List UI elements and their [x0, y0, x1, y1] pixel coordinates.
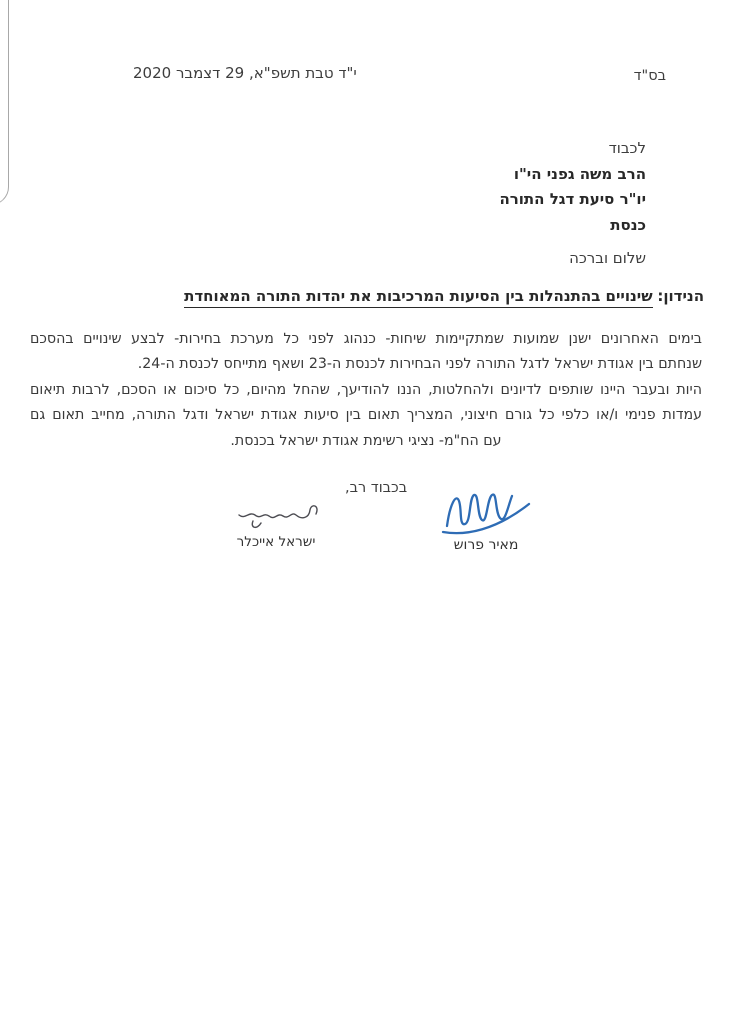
body-line: עמדות פנימי ו/או כלפי כל גורם חיצוני, המצריך תאום בין סיעות אגודת ישראל ודגל התורה, מחייב תאום גם	[30, 407, 702, 424]
subject-prefix: הנידון:	[657, 287, 704, 305]
signature-stroke	[239, 506, 317, 518]
recipient-name: הרב משה גפני הי"ו	[513, 164, 646, 183]
body-line: שנחתם בין אגודת ישראל לדגל התורה לפני הבחירות לכנסת ה-23 ושאף מתייחס לכנסת ה-24.	[137, 356, 702, 373]
body-line: היות ובעבר היינו שותפים לדיונים ולהחלטות, הננו להודיעך, שהחל מהיום, כל סיכום או הסכם, לרבות תיאום	[30, 381, 702, 398]
letter-body	[30, 327, 702, 454]
signature-block-porush	[434, 488, 538, 553]
meir-porush-signature-icon	[440, 488, 532, 536]
recipient-salutation: לכבוד	[608, 139, 646, 157]
signature-stroke	[252, 521, 261, 527]
subject-line	[24, 287, 704, 305]
letter-date: י"ד טבת תשפ"א, 29 דצמבר 2020	[133, 64, 357, 82]
body-line: עם הח"מ- נציגי רשימת אגודת ישראל בכנסת.	[230, 432, 502, 449]
closing-regards: בכבוד רב,	[345, 480, 408, 496]
recipient-title: יו"ר סיעת דגל התורה	[499, 190, 646, 208]
recipient-block	[499, 136, 646, 238]
signatory-name-porush: מאיר פרוש	[453, 537, 519, 553]
subject-text: שינויים בהתנהלות בין הסיעות המרכיבות את יהדות התורה המאוחדת	[184, 287, 652, 308]
recipient-org: כנסת	[610, 215, 646, 234]
signature-block-eichler	[224, 503, 328, 550]
greeting-line: שלום וברכה	[569, 249, 646, 267]
signatory-name-eichler: ישראל אייכלר	[236, 534, 316, 550]
yisrael-eichler-signature-icon	[230, 503, 322, 533]
besad-header: בס"ד	[633, 68, 666, 84]
body-line: בימים האחרונים ישנן שמועות שמתקיימות שיחות- כנהוג לפני כל מערכת בחירות- לבצע שינויים בהסכם	[30, 331, 702, 347]
scan-edge-artifact	[0, 0, 9, 205]
